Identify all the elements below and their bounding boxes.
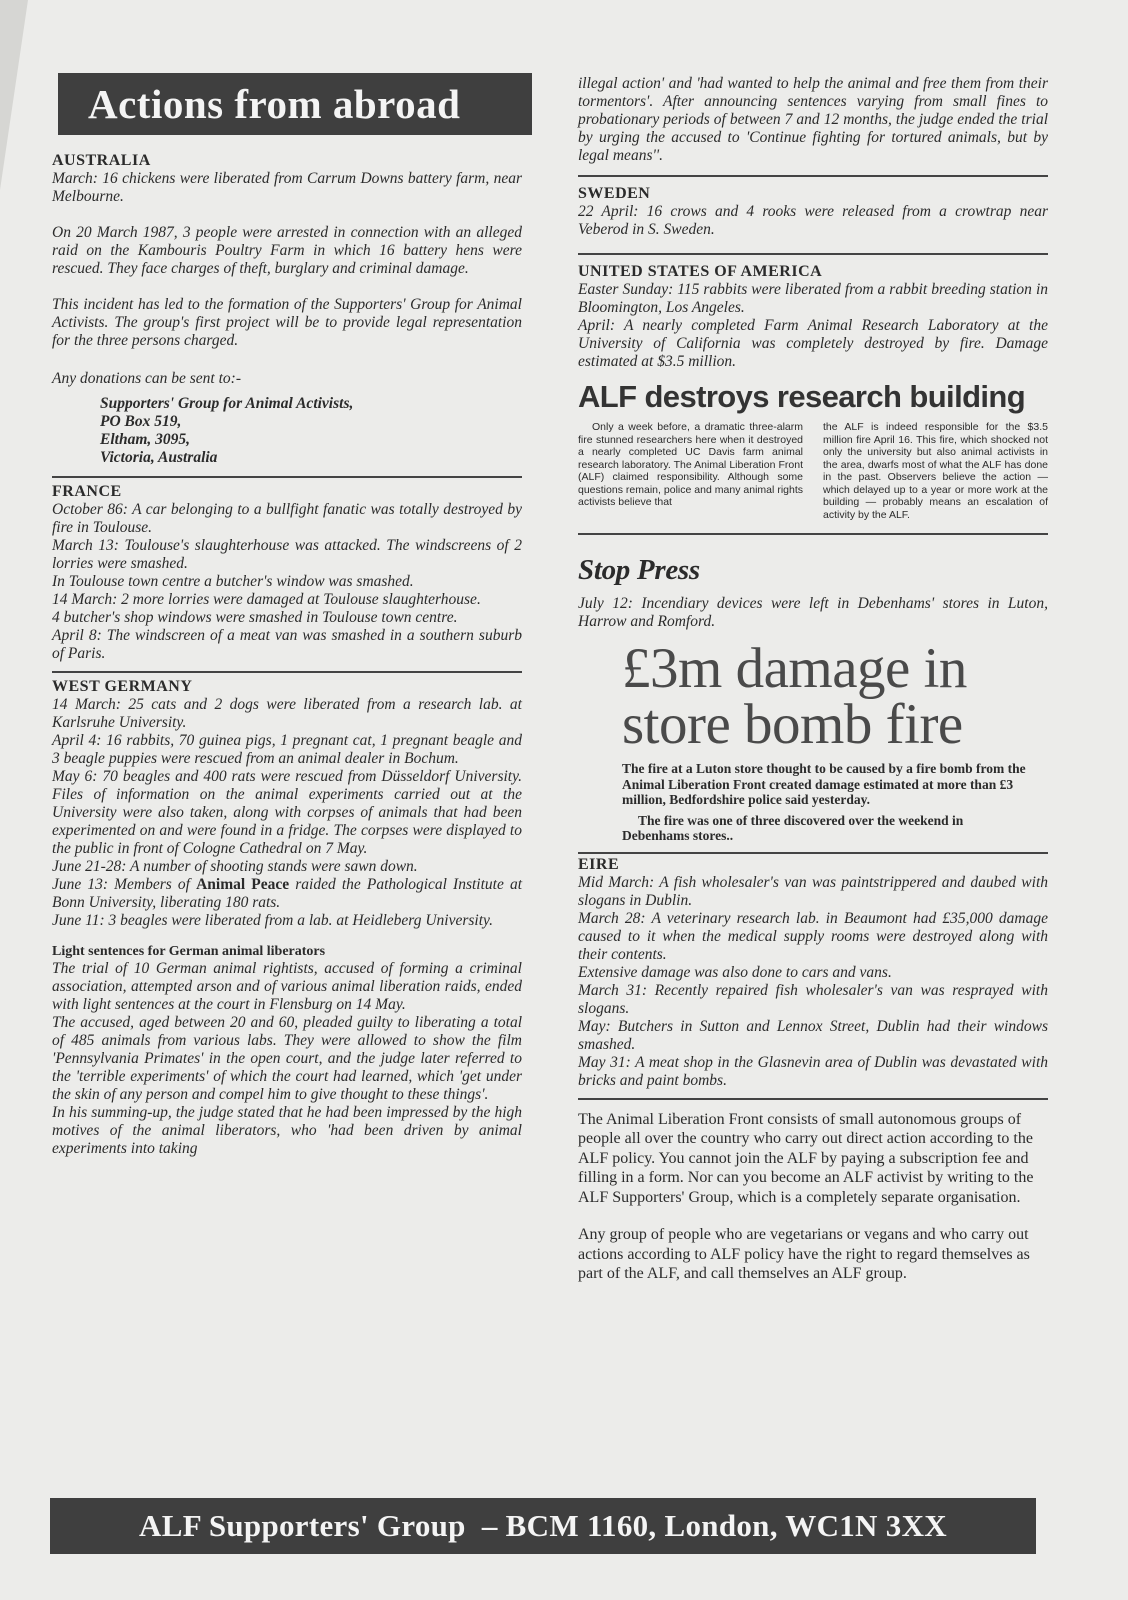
address-line: PO Box 519, [100,413,182,430]
address-line: Victoria, Australia [100,449,218,466]
donation-address [52,395,522,467]
section-heading-france: FRANCE [52,483,122,500]
page-title-banner [58,73,532,135]
usa-item: April: A nearly completed Farm Animal Research Laboratory at the University of California was completely destroyed by fire. Damage estimated at $3.5 million. [578,317,1048,370]
section-divider [578,175,1048,177]
section-divider [578,253,1048,255]
section-heading-australia: AUSTRALIA [52,152,151,169]
sweden-item: 22 April: 16 crows and 4 rooks were released from a crowtrap near Veberod in S. Sweden. [578,203,1048,238]
usa-item: Easter Sunday: 115 rabbits were liberated from a rabbit breeding station in Bloomington, Los Angeles. [578,281,1048,316]
section-divider [578,533,1048,535]
france-item: April 8: The windscreen of a meat van was smashed in a southern suburb of Paris. [52,627,522,662]
alf-info-para: The Animal Liberation Front consists of small autonomous groups of people all over the country who carry out direct action according to the ALF policy. You cannot join the ALF by paying a subscription fee and filling in a form. Nor can you become an ALF activist by writing to the ALF Supporters' Group, which is a completely separate organisation. [578,1110,1034,1206]
store-bomb-headline-line: £3m damage in [622,637,967,700]
section-heading-usa: UNITED STATES OF AMERICA [578,263,823,280]
section-divider [578,852,1048,854]
west-germany-item: 14 March: 25 cats and 2 dogs were liberated from a research lab. at Karlsruhe University. [52,696,522,731]
page-title: Actions from abroad [88,81,461,127]
stop-press-heading: Stop Press [578,554,700,586]
eire-item: May: Butchers in Sutton and Lennox Street, Dublin had their windows smashed. [578,1017,1048,1053]
france-item: March 13: Toulouse's slaughterhouse was attacked. The windscreens of 2 lorries were smashed. [52,537,522,572]
address-line: Eltham, 3095, [100,431,191,448]
alf-info-para: Any group of people who are vegetarians or vegans and who carry out actions according to ALF policy have the right to regard themselves as part of the ALF, and call themselves an ALF group. [578,1226,1030,1282]
australia-item: On 20 March 1987, 3 people were arrested in connection with an alleged raid on the Kambouris Poultry Farm in which 16 battery hens were rescued. They face charges of theft, burglary and criminal damage. [52,224,522,277]
light-sentences-item: In his summing-up, the judge stated that he had been impressed by the high motives of the animal liberators, who 'had been driven by animal experiments into taking [52,1104,522,1157]
clipping-headline: ALF destroys research building [578,379,1026,414]
clipping-columns [578,421,1048,521]
left-column [52,152,522,1158]
store-bomb-headline [622,637,1048,756]
eire-item: Mid March: A fish wholesaler's van was paintstrippered and daubed with slogans in Dublin. [578,873,1048,909]
eire-item: March 28: A veterinary research lab. in Beaumont had £35,000 damage caused to it when the medical supply rooms were destroyed along with their contents. [578,909,1048,963]
west-germany-item [52,876,522,912]
store-bomb-headline-line: store bomb fire [622,693,963,756]
eire-item: May 31: A meat shop in the Glasnevin area of Dublin was devastated with bricks and paint bombs. [578,1053,1048,1089]
section-heading-light-sentences: Light sentences for German animal liberators [52,944,326,959]
address-line: Supporters' Group for Animal Activists, [100,395,354,412]
light-sentences-item: The accused, aged between 20 and 60, pleaded guilty to liberating a total of 485 animals from various labs. They were allowed to show the film 'Pennsylvania Primates' in the open court, and the judge later referred to the 'terrible experiments' of which the court had learned, which 'get under the skin of any person and compel him to give thought to these things'. [52,1014,522,1103]
light-sentences-continuation: illegal action' and 'had wanted to help the animal and free them from their tormentors'. After announcing sentences varying from small fines to probationary periods of between 7 and 12 months, the judge ended the trial by urging the accused to 'Continue fighting for tortured animals, but by legal means''. [578,75,1048,164]
store-bomb-para: The fire was one of three discovered over the weekend in Debenhams stores.. [622,812,964,843]
france-item: 14 March: 2 more lorries were damaged at Toulouse slaughterhouse. [52,591,481,608]
footer-address: ALF Supporters' Group – BCM 1160, London, WC1N 3XX [139,1508,947,1543]
footer-banner [50,1498,1036,1554]
section-divider [578,1098,1048,1100]
section-heading-sweden: SWEDEN [578,185,651,202]
section-heading-west-germany: WEST GERMANY [52,678,193,695]
west-germany-item: April 4: 16 rabbits, 70 guinea pigs, 1 pregnant cat, 1 pregnant beagle and 3 beagle puppies were rescued from an animal dealer in Bochum. [52,732,522,767]
australia-item: This incident has led to the formation of the Supporters' Group for Animal Activists. The group's first project will be to provide legal representation for the three persons charged. [52,296,522,349]
west-germany-item: June 21-28: A number of shooting stands were sawn down. [52,858,418,875]
page-fold [0,0,28,190]
eire-item: March 31: Recently repaired fish wholesaler's van was resprayed with slogans. [578,981,1048,1017]
light-sentences-item: The trial of 10 German animal rightists, accused of forming a criminal association, attempted arson and of various animal liberation raids, ended with light sentences at the court in Flensburg on 14 May. [52,960,522,1013]
section-divider [52,671,522,673]
store-bomb-para: The fire at a Luton store thought to be caused by a fire bomb from the Animal Liberation Front created damage estimated at more than £3 million, Bedfordshire police said yesterday. [622,761,1026,807]
australia-item: Any donations can be sent to:- [52,370,241,387]
june13-pre: June 13: Members of [52,876,197,893]
section-divider [52,476,522,478]
news-clipping-store-bomb [578,637,1048,844]
france-item: In Toulouse town centre a butcher's window was smashed. [52,573,414,590]
west-germany-item: May 6: 70 beagles and 400 rats were rescued from Düsseldorf University. Files of information on the animal experiments carried out at the University were also taken, along with corpses of animals that had been experimented on and were found in a fridge. The corpses were displayed to the public in front of Cologne Cathedral on 7 May. [52,768,522,857]
news-clipping-research-building [578,379,1048,521]
stop-press-text: July 12: Incendiary devices were left in Debenhams' stores in Luton, Harrow and Romford. [578,595,1048,630]
clipping-column: Only a week before, a dramatic three-alarm fire stunned researchers here when it destroyed a nearly completed UC Davis farm animal research laboratory. The Animal Liberation Front (ALF) claimed responsibility. Although some questions remain, police and many animal rights activists believe that [578,421,803,508]
section-heading-eire: EIRE [578,855,620,873]
west-germany-item: June 11: 3 beagles were liberated from a lab. at Heidleberg University. [52,912,493,929]
australia-item: March: 16 chickens were liberated from Carrum Downs battery farm, near Melbourne. [52,170,522,205]
france-item: 4 butcher's shop windows were smashed in Toulouse town centre. [52,609,458,626]
clipping-column: the ALF is indeed responsible for the $3.5 million fire April 16. This fire, which shocked not only the university but also animal activists in the area, dwarfs most of what the ALF has done in the past. Observers believe the action — which delayed up to a year or more work at the building — probably means an escalation of activity by the ALF. [823,421,1048,521]
france-item: October 86: A car belonging to a bullfight fanatic was totally destroyed by fire in Toulouse. [52,501,522,536]
animal-peace-name: Animal Peace [196,876,290,893]
june13-post: raided the Pathological Institute at Bonn University, liberating 180 rats. [52,876,522,911]
eire-item: Extensive damage was also done to cars and vans. [578,963,892,981]
right-column [578,75,1048,1284]
